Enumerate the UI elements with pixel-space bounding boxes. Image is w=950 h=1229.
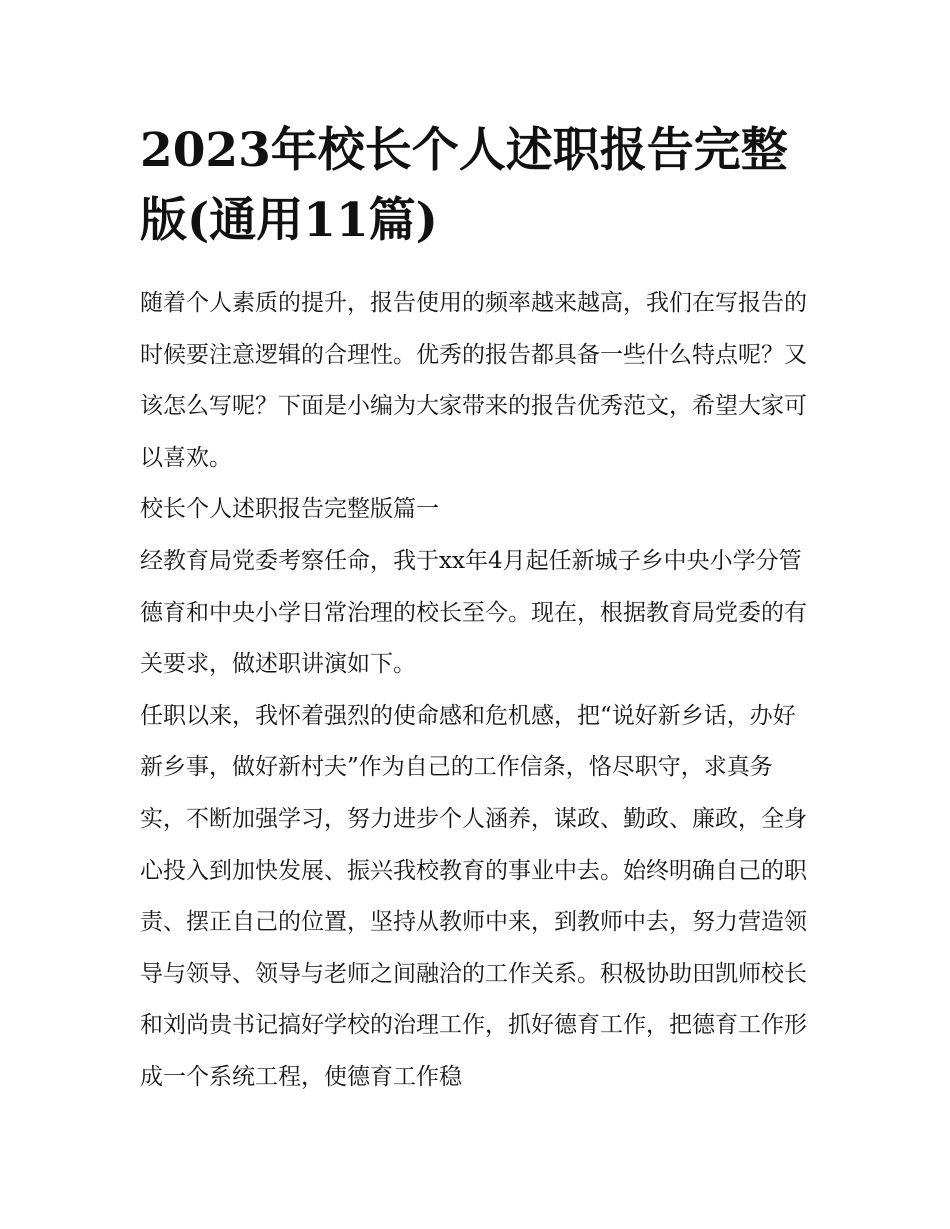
document-body: [140, 278, 812, 1104]
body-paragraph: 经教育局党委考察任命，我于xx年4月起任新城子乡中央小学分管德育和中央小学日常治理的校长至今。现在，根据教育局党委的有关要求，做述职讲演如下。: [140, 547, 807, 678]
section-heading: 校长个人述职报告完整版篇一: [140, 496, 439, 523]
body-paragraph: 任职以来，我怀着强烈的使命感和危机感，把“说好新乡话，办好新乡事，做好新村夫”作为自己的工作信条，恪尽职守，求真务实，不断加强学习，努力进步个人涵养，谋政、勤政、廉政，全身心投入到加快发展、振兴我校教育的事业中去。始终明确自己的职责、摆正自己的位置，坚持从教师中来，到教师中去，努力营造领导与领导、领导与老师之间融洽的工作关系。积极协助田凯师校长和刘尚贵书记搞好学校的治理工作，抓好德育工作，把德育工作形成一个系统工程，使德育工作稳: [140, 702, 807, 1090]
document-title: 2023年校长个人述职报告完整版(通用11篇): [140, 123, 788, 248]
intro-paragraph: 随着个人素质的提升，报告使用的频率越来越高，我们在写报告的时候要注意逻辑的合理性。优秀的报告都具备一些什么特点呢？又该怎么写呢？下面是小编为大家带来的报告优秀范文，希望大家可以喜欢。: [140, 290, 807, 471]
